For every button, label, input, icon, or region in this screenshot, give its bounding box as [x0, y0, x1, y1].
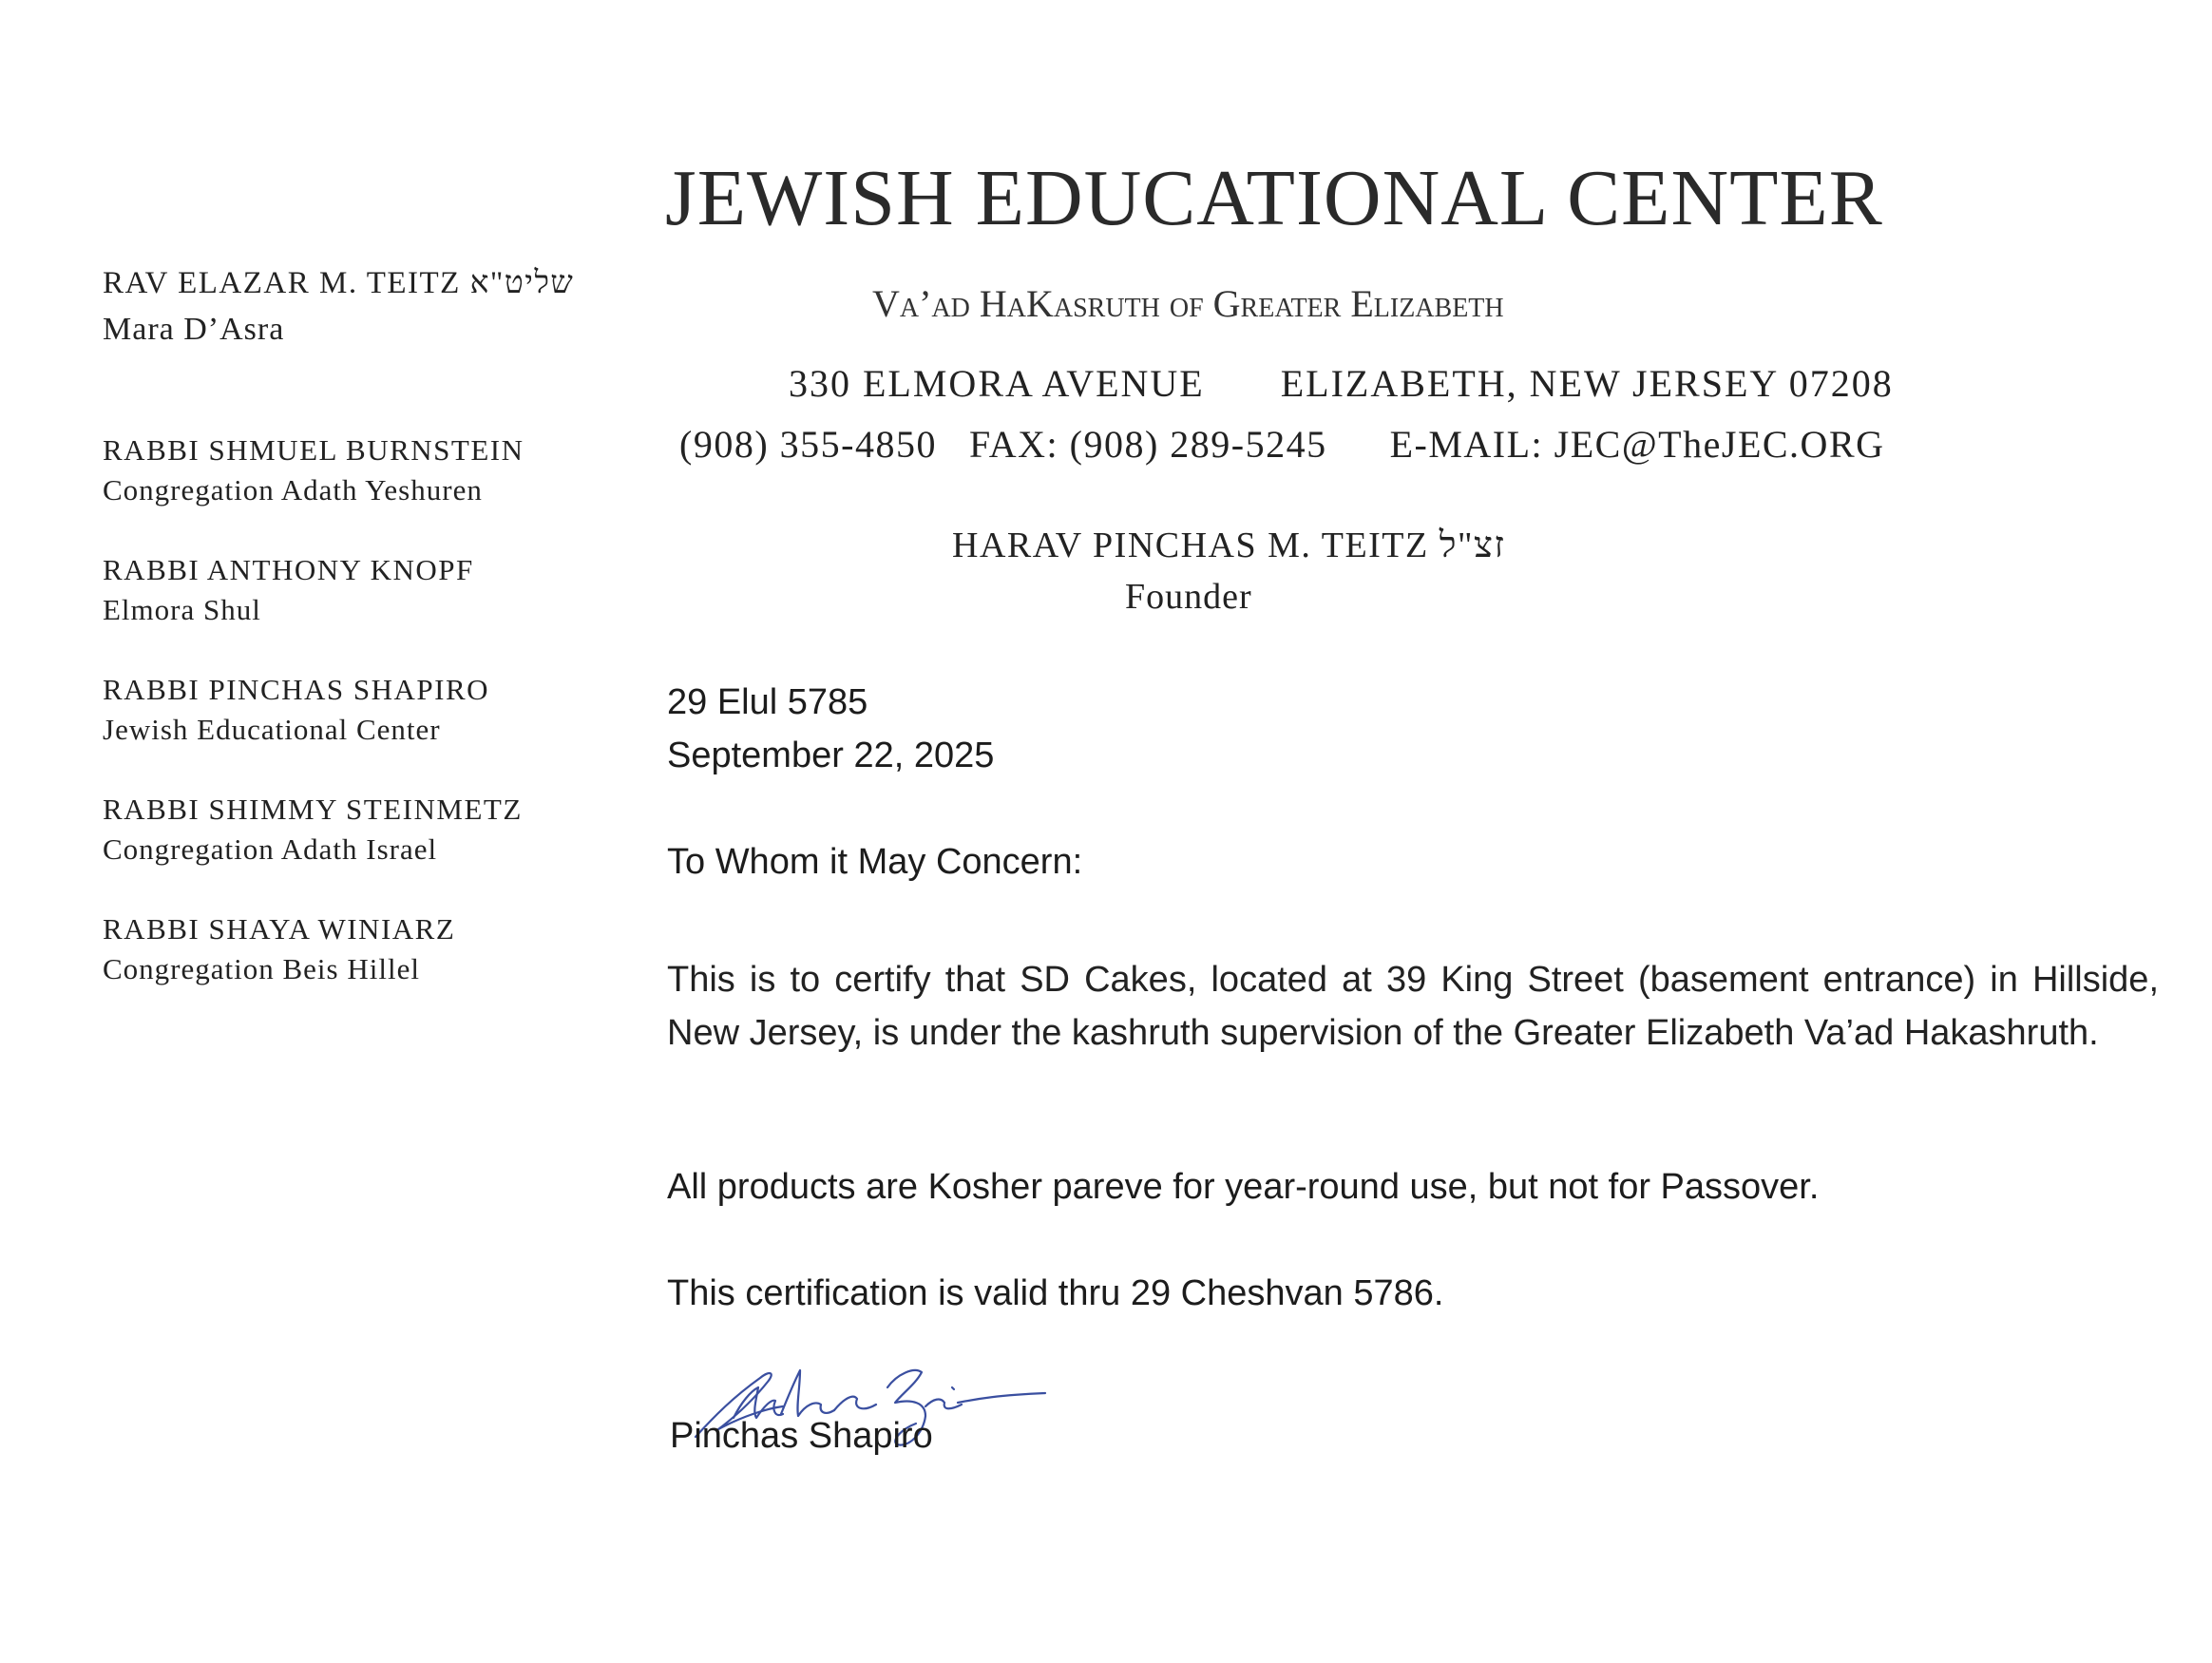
- hebrew-date: 29 Elul 5785: [667, 682, 868, 722]
- founder-title: Founder: [1125, 577, 1252, 617]
- salutation: To Whom it May Concern:: [667, 842, 1083, 882]
- board-member-name: RABBI SHIMMY STEINMETZ: [103, 793, 523, 826]
- board-member-name: RABBI PINCHAS SHAPIRO: [103, 673, 490, 706]
- board-member-role: Jewish Educational Center: [103, 713, 441, 746]
- board-member-role: Congregation Adath Israel: [103, 832, 438, 866]
- fax-number: FAX: (908) 289-5245: [968, 423, 1327, 466]
- founder-name: HARAV PINCHAS M. TEITZ זצ"ל: [952, 526, 1506, 565]
- contact-line: [679, 422, 1885, 467]
- board-member-name: RABBI SHMUEL BURNSTEIN: [103, 433, 524, 467]
- board-member-name: RABBI ANTHONY KNOPF: [103, 553, 474, 586]
- board-member-role: Elmora Shul: [103, 593, 261, 626]
- phone-number: (908) 355-4850: [679, 423, 937, 466]
- certification-paragraph: This is to certify that SD Cakes, located at 39 King Street (basement entrance) in Hillside, New Jersey, is under the kashruth supervision of the Greater Elizabeth Va’ad Hakashruth.: [667, 960, 2159, 1053]
- signatory-name: Pinchas Shapiro: [670, 1416, 933, 1456]
- board-member-name: RABBI SHAYA WINIARZ: [103, 912, 456, 946]
- validity-paragraph: This certification is valid thru 29 Cheshvan 5786.: [667, 1273, 1444, 1313]
- products-paragraph: All products are Kosher pareve for year-round use, but not for Passover.: [667, 1167, 1820, 1207]
- board-member-role: Congregation Adath Yeshuren: [103, 473, 483, 507]
- city-state-zip: ELIZABETH, NEW JERSEY 07208: [1280, 362, 1894, 405]
- letter-date: September 22, 2025: [667, 736, 995, 775]
- address-line: [789, 361, 1894, 406]
- board-member-role: Mara D’Asra: [103, 312, 285, 347]
- organization-name: JEWISH EDUCATIONAL CENTER: [665, 154, 1883, 242]
- board-member-name: RAV ELAZAR M. TEITZ שליט"א: [103, 266, 575, 300]
- street-address: 330 ELMORA AVENUE: [789, 362, 1205, 405]
- email-address: E-MAIL: JEC@TheJEC.ORG: [1389, 423, 1885, 466]
- board-member-role: Congregation Beis Hillel: [103, 952, 420, 985]
- vaad-subtitle: Va’ad HaKasruth of Greater Elizabeth: [872, 282, 1504, 325]
